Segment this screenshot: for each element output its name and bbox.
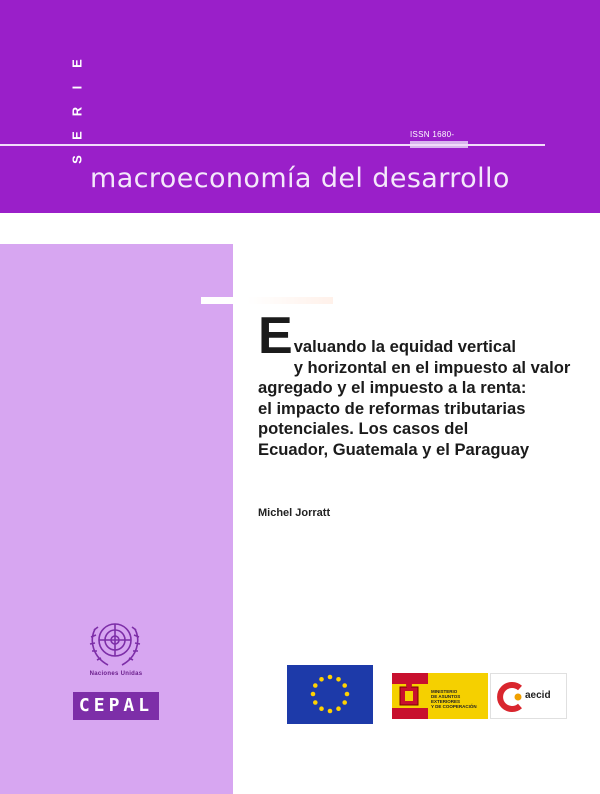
- spain-ministry-text: [431, 689, 488, 709]
- title-line-6: Ecuador, Guatemala y el Paraguay: [258, 439, 530, 459]
- un-label: Naciones Unidas: [89, 671, 143, 677]
- spain-text-line-3: Y DE COOPERACIÓN: [431, 704, 477, 709]
- serie-letter-s: S: [69, 155, 85, 164]
- un-emblem-icon: [86, 615, 144, 669]
- aecid-logo: [490, 673, 567, 719]
- header-rule-line: [0, 144, 545, 146]
- title-line-5: potenciales. Los casos del: [258, 419, 469, 438]
- document-title: [258, 307, 578, 460]
- eu-flag-icon: [287, 665, 373, 724]
- serie-letter-r: R: [69, 106, 85, 117]
- cepal-logo: CEPAL: [73, 692, 159, 720]
- title-drop-cap: E: [258, 307, 293, 365]
- title-line-4: el impacto de reformas tributarias: [258, 398, 526, 418]
- series-title: macroeconomía del desarrollo: [90, 163, 510, 194]
- serie-letter-i: I: [69, 85, 85, 90]
- spain-coat-of-arms-icon: [392, 673, 428, 719]
- title-accent-bar: [201, 297, 333, 304]
- author-name: Michel Jorratt: [258, 507, 331, 519]
- spain-text-line-2: DE ASUNTOS EXTERIORES: [431, 694, 461, 704]
- title-line-3: agregado y el impuesto a la renta:: [258, 378, 527, 397]
- title-line-2: y horizontal en el impuesto al valor: [293, 357, 571, 377]
- title-line-1: valuando la equidad vertical: [293, 337, 516, 356]
- issn-label: ISSN 1680-: [410, 130, 455, 139]
- aecid-c-icon: [496, 682, 526, 712]
- aecid-text: aecid: [525, 690, 551, 701]
- spain-ministry-logo: [392, 673, 488, 719]
- serie-letter-e: E: [69, 131, 85, 140]
- spain-text-line-1: MINISTERIO: [431, 689, 458, 694]
- serie-letter-e2: E: [69, 59, 85, 68]
